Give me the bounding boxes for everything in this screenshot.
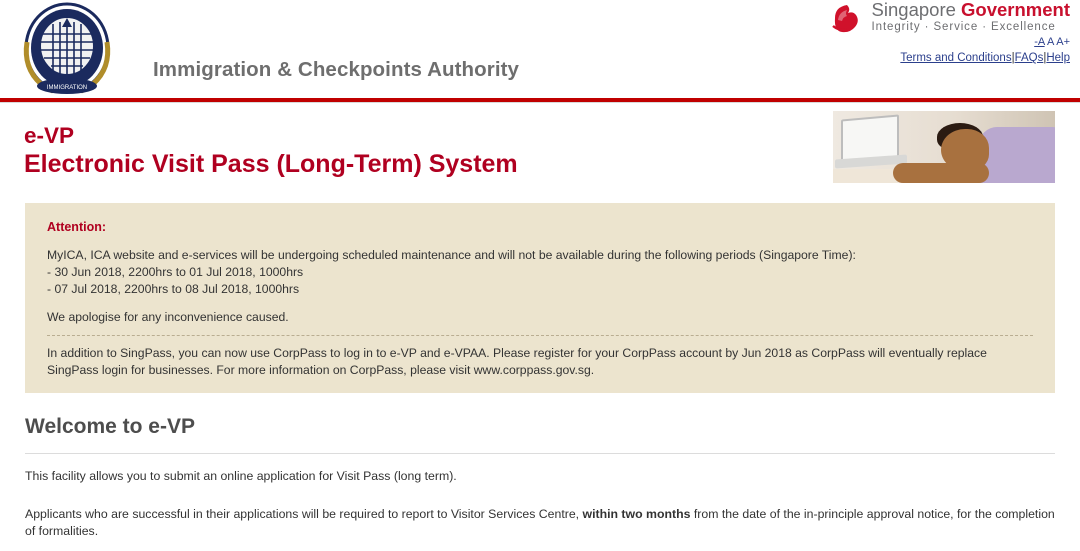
singapore-state-crest-icon: [13, 2, 121, 94]
intro-paragraph: This facility allows you to submit an online application for Visit Pass (long term).: [25, 469, 457, 483]
font-normal-button[interactable]: A: [1047, 36, 1054, 48]
sg-gov-title-word2: Government: [961, 0, 1070, 20]
font-decrease-button[interactable]: -A: [1034, 36, 1045, 48]
font-increase-button[interactable]: A+: [1056, 36, 1070, 48]
svg-text:IMMIGRATION: IMMIGRATION: [46, 85, 88, 91]
agency-title: Immigration & Checkpoints Authority: [153, 58, 520, 81]
page-title: Welcome to e-VP: [25, 415, 195, 438]
page-header: [0, 0, 1080, 96]
applicants-text-part1: Applicants who are successful in their applications will be required to report to Visitor Services Centre,: [25, 507, 583, 521]
sg-gov-title: [872, 0, 1070, 20]
page-banner: [0, 103, 1080, 195]
attention-notice: [25, 203, 1055, 393]
link-faqs[interactable]: FAQs: [1014, 52, 1044, 64]
attention-corppass-text: In addition to SingPass, you can now use CorpPass to log in to e-VP and e-VPAA. Please register for your CorpPass account by Jun 2018 as CorpPass will eventually replace SingPass login for businesses. For more information on CorpPass, please visit www.corppass.gov.sg.: [47, 346, 987, 377]
link-terms-and-conditions[interactable]: Terms and Conditions: [900, 52, 1012, 64]
welcome-divider: [25, 453, 1055, 454]
link-separator-2: |: [1043, 52, 1047, 64]
attention-divider: [47, 335, 1033, 336]
singapore-government-lockup: [650, 0, 1070, 35]
singapore-lion-head-icon: [829, 3, 865, 33]
attention-period-2: - 07 Jul 2018, 2200hrs to 08 Jul 2018, 1000hrs: [47, 282, 300, 296]
attention-apology: We apologise for any inconvenience caused.: [47, 310, 289, 324]
attention-maintenance-text: MyICA, ICA website and e-services will be undergoing scheduled maintenance and will not be available during the following periods (Singapore Time):: [47, 248, 856, 262]
applicants-text-emphasis: within two months: [582, 507, 691, 521]
applicants-paragraph: [25, 506, 1055, 540]
sg-gov-title-word1: Singapore: [871, 0, 962, 20]
link-help[interactable]: Help: [1046, 52, 1070, 64]
welcome-section: [25, 415, 1055, 540]
utility-links[interactable]: [900, 52, 1070, 64]
applicants-text-part2: from the date of the in-principle approval notice, for the completion of formalities.: [25, 507, 1055, 538]
attention-title: Attention:: [47, 220, 107, 234]
font-size-controls[interactable]: [1034, 36, 1070, 48]
sg-gov-tagline: Integrity · Service · Excellence: [871, 21, 1056, 33]
banner-photo: [833, 111, 1055, 183]
link-separator-1: |: [1011, 52, 1015, 64]
system-title-line1: e-VP: [24, 123, 75, 148]
attention-period-1: - 30 Jun 2018, 2200hrs to 01 Jul 2018, 1000hrs: [47, 265, 304, 279]
system-title: [24, 121, 518, 179]
system-title-line2: Electronic Visit Pass (Long-Term) System: [24, 150, 518, 178]
